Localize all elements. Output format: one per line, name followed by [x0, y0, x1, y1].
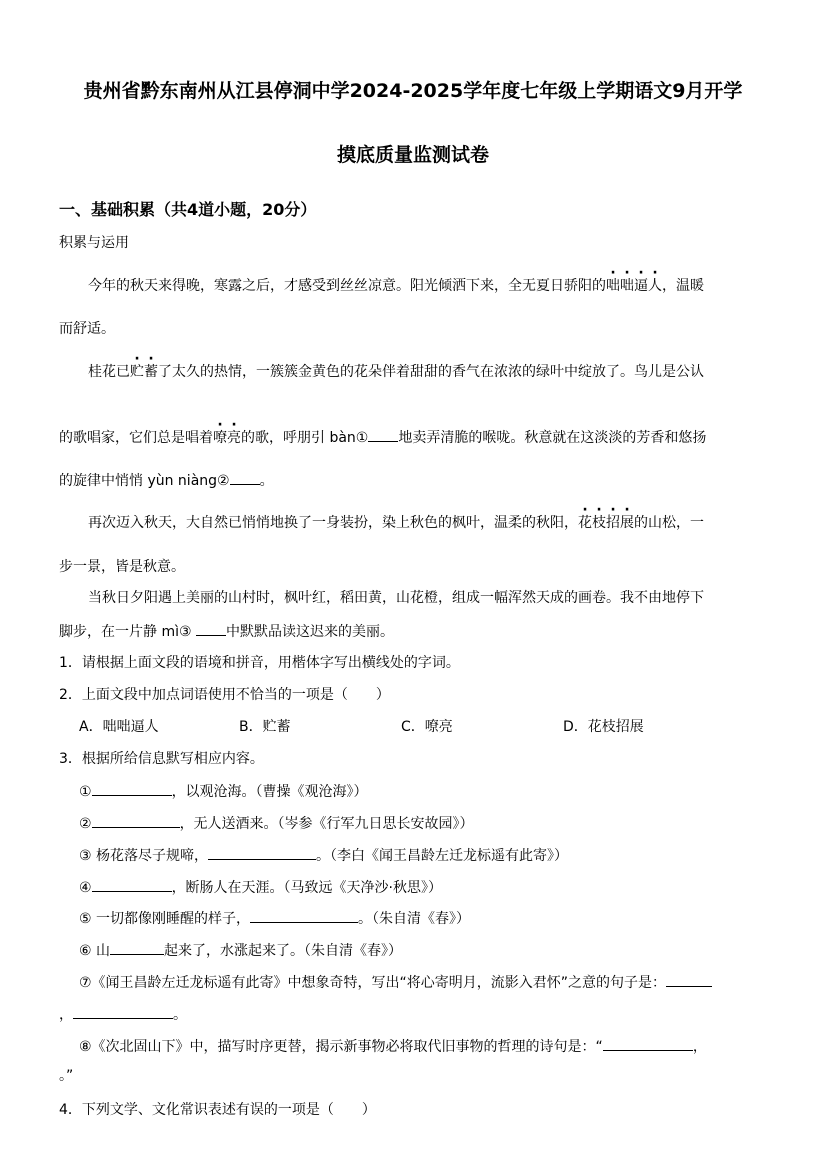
- recite-item-6: ⑥ 山 起来了，水涨起来了。（朱自清《春》）: [79, 940, 402, 961]
- passage-line: 的旋律中悄悄 yùn niàng② 。: [59, 470, 274, 491]
- section-heading: 一、基础积累（共4道小题，20分）: [59, 200, 317, 219]
- answer-blank[interactable]: [230, 470, 260, 485]
- dotted-word: 咄咄逼人: [606, 278, 662, 294]
- question-4: 4．下列文学、文化常识表述有误的一项是（ ）: [59, 1102, 376, 1118]
- option-d[interactable]: D．花枝招展: [563, 719, 644, 735]
- exam-title-line-1: 贵州省黔东南州从江县停洞中学2024-2025学年度七年级上学期语文9月开学: [83, 80, 743, 102]
- recite-item-7-cont: ， 。: [59, 1004, 187, 1025]
- recite-item-8-cont: 。”: [59, 1068, 74, 1084]
- recite-item-1: ① ，以观沧海。（曹操《观沧海》）: [79, 781, 368, 802]
- question-3: 3．根据所给信息默写相应内容。: [59, 751, 264, 767]
- answer-blank[interactable]: [92, 813, 180, 828]
- answer-blank[interactable]: [666, 972, 712, 987]
- answer-blank[interactable]: [110, 940, 164, 955]
- passage-line: 再次迈入秋天，大自然已悄悄地换了一身装扮，染上秋色的枫叶，温柔的秋阳，花枝招展的山松，一: [88, 515, 704, 531]
- answer-blank[interactable]: [250, 908, 358, 923]
- passage-line: 而舒适。: [59, 321, 115, 337]
- passage-line: 桂花已贮蓄了太久的热情，一簇簇金黄色的花朵伴着甜甜的香气在浓浓的绿叶中绽放了。鸟儿是公认: [88, 364, 704, 380]
- option-b[interactable]: B．贮蓄: [239, 719, 291, 735]
- answer-blank[interactable]: [368, 427, 398, 442]
- recite-item-3: ③ 杨花落尽子规啼， 。（李白《闻王昌龄左迁龙标遥有此寄》）: [79, 845, 568, 866]
- option-a[interactable]: A．咄咄逼人: [79, 719, 159, 735]
- passage-line: 的歌唱家，它们总是唱着嘹亮的歌，呼朋引 bàn① 地卖弄清脆的喉咙。秋意就在这淡淡的芳香和悠扬: [59, 427, 706, 448]
- dotted-word: 贮蓄: [130, 364, 158, 380]
- passage-line: 步一景，皆是秋意。: [59, 559, 185, 575]
- dotted-word: 花枝招展: [578, 515, 634, 531]
- recite-item-2: ② ，无人送酒来。（岑参《行军九日思长安故园》）: [79, 813, 474, 834]
- recite-item-7: ⑦《闻王昌龄左迁龙标遥有此寄》中想象奇特，写出“将心寄明月，流影入君怀”之意的句子是：: [79, 972, 712, 993]
- recite-item-8: ⑧《次北固山下》中，描写时序更替，揭示新事物必将取代旧事物的哲理的诗句是：“ ，: [79, 1036, 707, 1057]
- answer-blank[interactable]: [92, 877, 172, 892]
- recite-item-5: ⑤ 一切都像刚睡醒的样子， 。（朱自清《春》）: [79, 908, 470, 929]
- option-c[interactable]: C．嘹亮: [401, 719, 453, 735]
- answer-blank[interactable]: [208, 845, 316, 860]
- section-subheading: 积累与运用: [59, 235, 129, 251]
- question-2: 2．上面文段中加点词语使用不恰当的一项是（ ）: [59, 687, 390, 703]
- passage-line: 当秋日夕阳遇上美丽的山村时，枫叶红，稻田黄，山花橙，组成一幅浑然天成的画卷。我不由地停下: [88, 590, 704, 606]
- recite-item-4: ④ ，断肠人在天涯。（马致远《天净沙·秋思》）: [79, 877, 442, 898]
- answer-blank[interactable]: [92, 781, 172, 796]
- question-1: 1．请根据上面文段的语境和拼音，用楷体字写出横线处的字词。: [59, 655, 460, 671]
- answer-blank[interactable]: [603, 1036, 693, 1051]
- answer-blank[interactable]: [196, 621, 226, 636]
- dotted-word: 嘹亮: [213, 430, 241, 446]
- passage-line: 脚步，在一片静 mì③ 中默默品读这迟来的美丽。: [59, 621, 394, 642]
- passage-line: 今年的秋天来得晚，寒露之后，才感受到丝丝凉意。阳光倾洒下来，全无夏日骄阳的咄咄逼人，温暖: [88, 278, 704, 294]
- exam-title-line-2: 摸底质量监测试卷: [336, 144, 489, 166]
- answer-blank[interactable]: [73, 1004, 173, 1019]
